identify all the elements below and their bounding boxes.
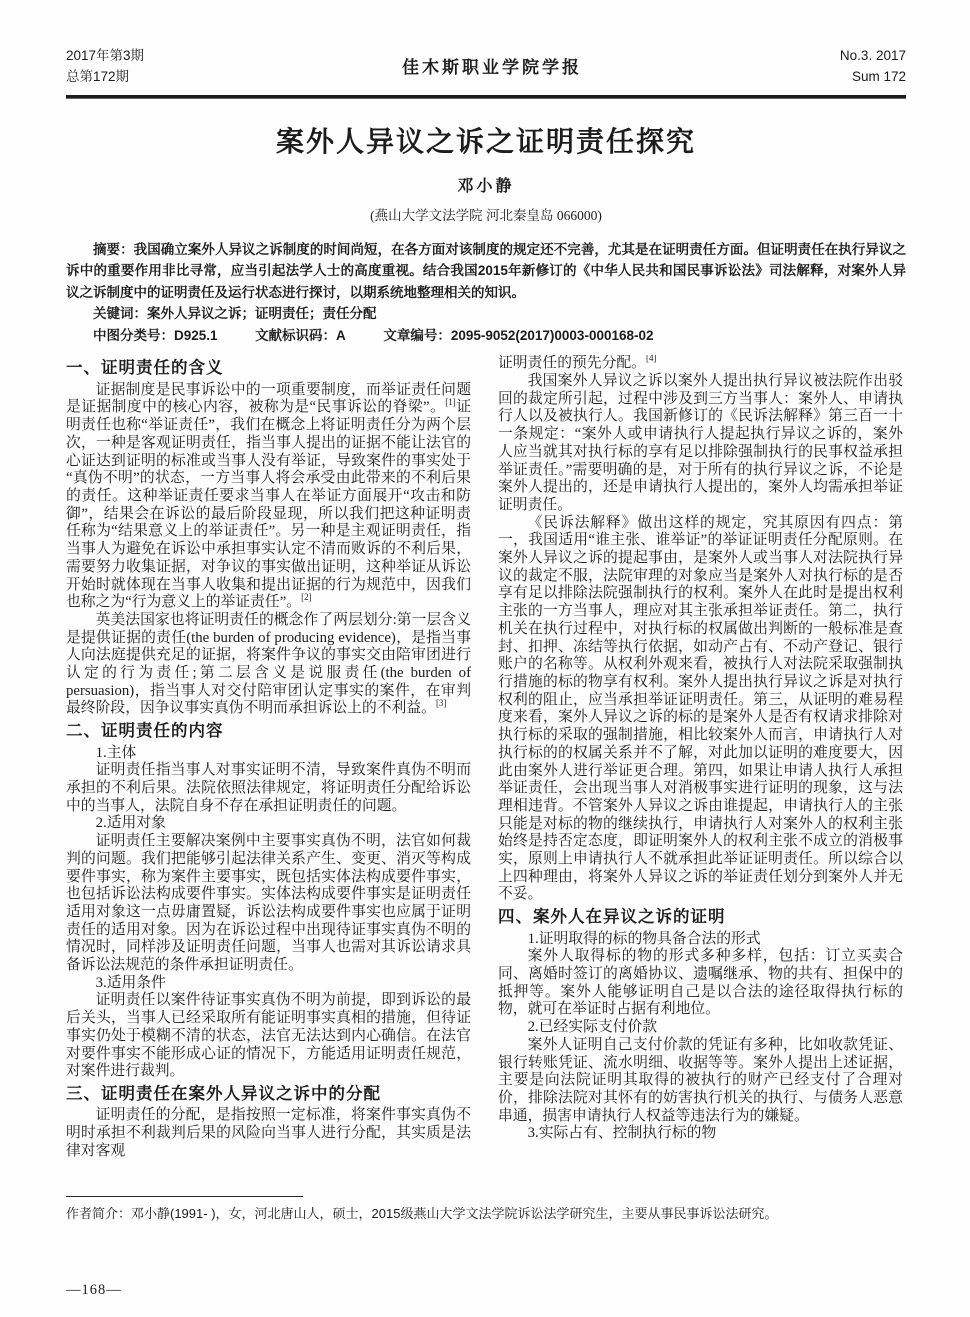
- reference-mark: [2]: [301, 592, 312, 603]
- author-bio: 作者简介：邓小静(1991- )，女，河北唐山人，硕士，2015级燕山大学文法学院诉讼法学研究生，主要从事民事诉讼法研究。: [66, 1206, 778, 1221]
- classification-line: [66, 325, 906, 347]
- paragraph: 证明责任指当事人对事实证明不清，导致案件真伪不明而承担的不利后果。法院依照法律规定，将证明责任分配给诉讼中的当事人，法院自身不存在承担证明责任的问题。: [66, 762, 471, 814]
- section-heading: 二、证明责任的内容: [66, 722, 224, 741]
- cumulative-issue-en: Sum 172: [851, 68, 906, 84]
- reference-mark: [3]: [435, 698, 447, 709]
- subsection-heading: 3.适用条件: [95, 974, 166, 991]
- paragraph: 案外人取得标的物的形式多种多样，包括：订立买卖合同、离婚时签订的离婚协议、遗嘱继承、物的共有、担保中的抵押等。案外人能够证明自己是以合法的途径取得执行标的物，就可在举证时占据有利地位。: [498, 948, 903, 1018]
- page-number: —168—: [66, 1282, 122, 1298]
- left-column: [66, 355, 471, 1187]
- paragraph: 《民诉法解释》做出这样的规定，究其原因有四点：第一，我国适用“谁主张、谁举证”的举证证明责任分配原则。在案外人异议之诉的提起事由，是案外人或当事人对法院执行异议的裁定不服，法院审理的对象应当是案外人对执行标的是否享有足以排除法院强制执行的权利。案外人在此时是提出权利主张的一方当事人，理应对其主张承担举证责任。第二，执行机关在执行过程中，对执行标的权属做出判断的一般标准是查封、扣押、冻结等执行依据，如动产占有、不动产登记、银行账户的名称等。从权利外观来看，被执行人对法院采取强制执行措施的标的物享有权利。案外人提出执行异议之诉是对执行权利的阻止，应当承担举证证明责任。第三，从证明的难易程度来看，案外人异议之诉的标的是案外人是否有权请求排除对执行标的采取的强制措施，相比较案外人而言，申请执行人对执行标的的权属关系并不了解，对此加以证明的难度要大，因此由案外人进行举证更合理。第四，如果让申请人执行人承担举证责任，会出现当事人对消极事实进行证明的现象，这与法理相违背。不管案外人异议之诉由谁提起，申请执行人的主张只能是对标的物的继续执行，申请执行人对案外人的权利主张始终是持否定态度，即证明案外人的权利主张不成立的消极事实，原则上申请执行人不就承担此举证证明责任。所以综合以上四种理由，将案外人异议之诉的举证责任划分到案外人并无不妥。: [498, 514, 903, 903]
- author-affiliation: (燕山大学文法学院 河北秦皇岛 066000): [370, 207, 602, 223]
- reference-mark: [1]: [445, 397, 456, 408]
- keywords: 关键词：案外人异议之诉；证明责任；责任分配: [93, 306, 377, 322]
- subsection-heading: 1.证明取得的标的物具备合法的形式: [527, 930, 761, 947]
- article-body: [66, 355, 906, 1187]
- journal-header: [66, 46, 906, 88]
- article-meta: [66, 239, 906, 347]
- subsection-heading: 3.实际占有、控制执行标的物: [527, 1125, 717, 1142]
- issue-number: 2017年第3期: [66, 48, 145, 63]
- section-heading: 三、证明责任在案外人异议之诉中的分配: [66, 1084, 381, 1103]
- right-column: [498, 355, 903, 1187]
- header-divider: [66, 95, 906, 99]
- issue-info-en: [840, 46, 906, 88]
- paragraph: 证明责任主要解决案例中主要事实真伪不明，法官如何裁判的问题。我们把能够引起法律关系产生、变更、消灭等构成要件事实，称为案件主要事实，既包括实体法构成要件事实，也包括诉讼法构成要件事实。实体法构成要件事实是证明责任适用对象这一点毋庸置疑，诉讼法构成要件事实也应属于证明责任的适用对象。因为在诉讼过程中出现待证事实真伪不明的情况时，同样涉及证明责任问题，当事人也需对其诉讼请求具备诉讼法规范的条件承担证明责任。: [66, 833, 471, 974]
- subsection-heading: 1.主体: [95, 744, 137, 761]
- paragraph: 我国案外人异议之诉以案外人提出执行异议被法院作出驳回的裁定所引起，过程中涉及到三方当事人：案外人、申请执行人以及被执行人。我国新修订的《民诉法解释》第三百一十一条规定：“案外人或申请执行人提起执行异议之诉的，案外人应当就其对执行标的享有足以排除强制执行的民事权益承担举证责任。”需要明确的是，对于所有的执行异议之诉，不论是案外人提出的，还是申请执行人提出的，案外人均需承担举证证明责任。: [498, 373, 903, 513]
- paragraph: 证据制度是民事诉讼中的一项重要制度，而举证责任问题是证据制度中的核心内容，被称为是“民事诉讼的脊梁”。[1]证明责任也称“举证责任”，我们在概念上将证明责任分为两个层次，一种是客观证明责任，指当事人提出的证据不能让法官的心证达到证明的标准或当事人没有举证，导致案件的事实处于“真伪不明”的状态，一方当事人将会承受由此带来的不利后果的责任。这种举证责任要求当事人在举证方面展开“攻击和防御”，结果会在诉讼的最后阶段显现，所以我们把这种证明责任称为“结果意义上的举证责任”。另一种是主观证明责任，指当事人为避免在诉讼中承担事实认定不清而败诉的不利后果，需要努力收集证据，对争议的事实做出证明，这种举证从诉讼开始时就体现在当事人收集和提出证据的行为规范中，因我们也称之为“行为意义上的举证责任”。[2]: [66, 381, 471, 611]
- abstract-text: 摘要：我国确立案外人异议之诉制度的时间尚短，在各方面对该制度的规定还不完善，尤其是在证明责任方面。但证明责任在执行异议之诉中的重要作用非比寻常，应当引起法学人士的高度重视。结合我国2015年新修订的《中华人民共和国民事诉讼法》司法解释，对案外人异议之诉制度中的证明责任及运行状态进行探讨，以期系统地整理相关的知识。: [66, 241, 906, 300]
- paragraph: 证明责任的分配，是指按照一定标准，将案件事实真伪不明时承担不利裁判后果的风险向当事人进行分配，其实质是法律对客观: [66, 1107, 471, 1159]
- cumulative-issue: 总第172期: [66, 68, 130, 84]
- issue-number-en: No.3. 2017: [839, 48, 906, 63]
- paragraph: 证明责任以案件待证事实真伪不明为前提，即到诉讼的最后关头，当事人已经采取所有能证明事实真相的措施，但待证事实仍处于模糊不清的状态，法官无法达到内心确信。在法官对要件事实不能形成心证的情况下，方能适用证明责任规范，对案件进行裁判。: [66, 992, 471, 1080]
- document-code: 文献标识码：A: [255, 327, 346, 343]
- author-name: 邓小静: [457, 177, 515, 195]
- paragraph: 英美法国家也将证明责任的概念作了两层划分:第一层含义是提供证据的责任(the burden of producing evidence)，是指当事人向法庭提供充足的证据，将案件争议的事实交由陪审团进行认定的行为责任;第二层含义是说服责任(the burden of persuasion)，指当事人对交付陪审团认定事实的案件，在审判最终阶段，因争议事实真伪不明而承担诉讼上的不利益。[3]: [66, 611, 471, 717]
- clc-number: 中图分类号：D925.1: [93, 327, 218, 343]
- paragraph: 证明责任的预先分配。[4]: [498, 355, 657, 372]
- section-heading: 四、案外人在异议之诉的证明: [498, 908, 726, 927]
- subsection-heading: 2.已经实际支付价款: [527, 1019, 658, 1036]
- subsection-heading: 2.适用对象: [95, 815, 166, 832]
- journal-name: 佳木斯职业学院学报: [401, 58, 582, 77]
- section-heading: 一、证明责任的含义: [66, 359, 224, 378]
- footnote-divider: [66, 1196, 303, 1197]
- reference-mark: [4]: [645, 355, 657, 364]
- article-title: 案外人异议之诉之证明责任探究: [275, 125, 696, 157]
- article-number: 文章编号：2095-9052(2017)0003-000168-02: [383, 327, 654, 343]
- issue-info: [66, 46, 144, 88]
- paragraph: 案外人证明自己支付价款的凭证有多种，比如收款凭证、银行转账凭证、流水明细、收据等等。案外人提出上述证据，主要是向法院证明其取得的被执行的财产已经支付了合理对价，排除法院对其怀有的妨害执行机关的执行、与债务人恶意串通，损害申请执行人权益等违法行为的嫌疑。: [498, 1036, 903, 1124]
- footnote-area: [66, 1196, 906, 1224]
